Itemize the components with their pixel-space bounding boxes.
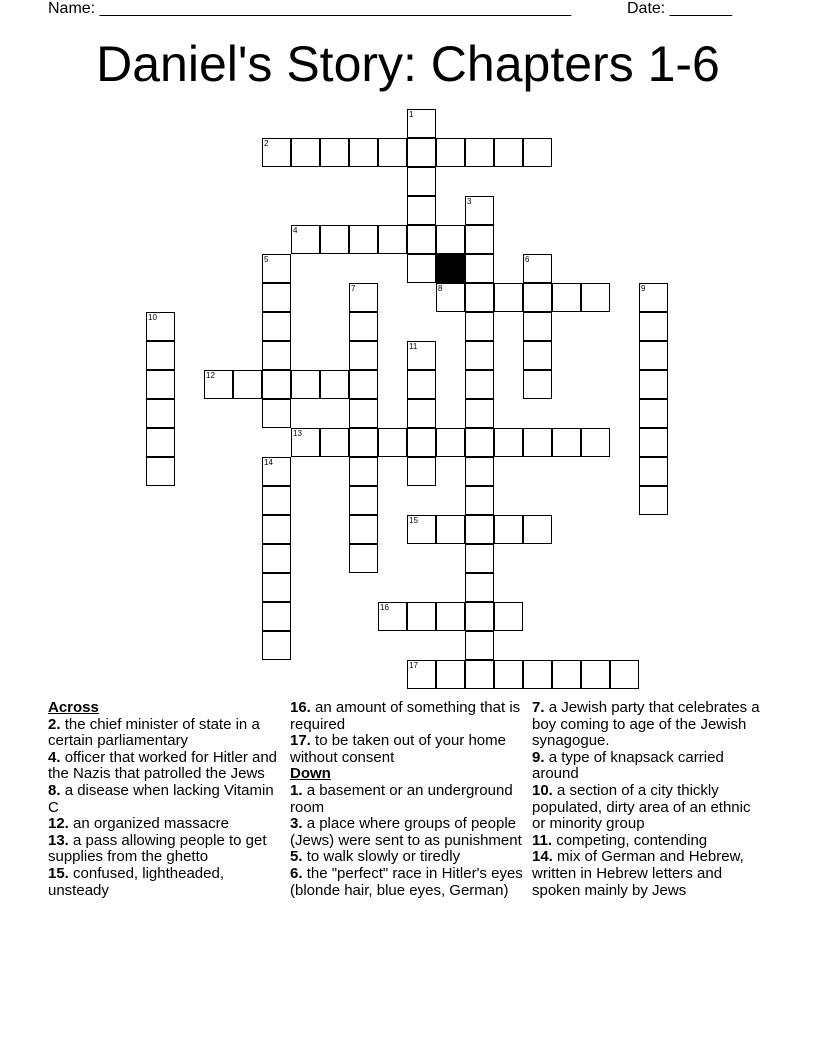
grid-cell[interactable] xyxy=(262,312,291,341)
grid-cell[interactable] xyxy=(291,225,320,254)
grid-cell[interactable] xyxy=(407,399,436,428)
clue-text: a basement or an underground room xyxy=(290,781,513,816)
clue-text: a pass allowing people to get supplies from the ghetto xyxy=(48,831,267,866)
clue-column-3 xyxy=(532,700,767,899)
clue-number: 14. xyxy=(532,848,553,866)
grid-cell[interactable] xyxy=(436,138,465,167)
clue-text: an organized massacre xyxy=(73,815,229,833)
clue-text: a type of knapsack carried around xyxy=(532,748,724,783)
cell-number: 15 xyxy=(409,516,418,525)
grid-cell[interactable] xyxy=(349,457,378,486)
clue-text: competing, contending xyxy=(556,831,708,849)
clue-number: 3. xyxy=(290,815,303,833)
grid-cell[interactable] xyxy=(262,486,291,515)
cell-number: 7 xyxy=(351,284,356,293)
cell-number: 5 xyxy=(264,255,269,264)
clue-number: 1. xyxy=(290,781,303,799)
cell-number: 14 xyxy=(264,458,273,467)
grid-cell[interactable] xyxy=(262,370,291,399)
grid-cell[interactable] xyxy=(146,399,175,428)
cell-number: 11 xyxy=(409,342,418,351)
grid-cell[interactable] xyxy=(349,399,378,428)
grid-cell[interactable] xyxy=(523,254,552,283)
clue-text: the "perfect" race in Hitler's eyes (blonde hair, blue eyes, German) xyxy=(290,864,523,899)
clue-across-12 xyxy=(48,816,283,833)
grid-cell[interactable] xyxy=(523,312,552,341)
grid-cell[interactable] xyxy=(262,631,291,660)
clue-number: 10. xyxy=(532,781,553,799)
clue-number: 13. xyxy=(48,831,69,849)
grid-cell[interactable] xyxy=(407,196,436,225)
grid-cell[interactable] xyxy=(262,254,291,283)
grid-cell[interactable] xyxy=(494,283,523,312)
grid-cell[interactable] xyxy=(291,370,320,399)
grid-cell[interactable] xyxy=(407,515,436,544)
grid-cell[interactable] xyxy=(523,515,552,544)
clue-number: 15. xyxy=(48,864,69,882)
blocked-cell xyxy=(436,254,465,283)
cell-number: 13 xyxy=(293,429,302,438)
cell-number: 1 xyxy=(409,110,414,119)
grid-cell[interactable] xyxy=(349,138,378,167)
grid-cell[interactable] xyxy=(407,138,436,167)
name-field: Name: _____________________________________________________ xyxy=(48,0,572,17)
grid-cell[interactable] xyxy=(146,370,175,399)
grid-cell[interactable] xyxy=(378,138,407,167)
clue-column-1 xyxy=(48,700,283,899)
clue-down-6 xyxy=(290,866,525,899)
grid-cell[interactable] xyxy=(262,457,291,486)
clue-down-11 xyxy=(532,833,767,850)
clue-text: a disease when lacking Vitamin C xyxy=(48,781,274,816)
grid-cell[interactable] xyxy=(146,428,175,457)
grid-cell[interactable] xyxy=(349,225,378,254)
grid-cell[interactable] xyxy=(407,254,436,283)
clue-across-15 xyxy=(48,866,283,899)
clue-number: 5. xyxy=(290,848,303,866)
grid-cell[interactable] xyxy=(262,341,291,370)
grid-cell[interactable] xyxy=(639,486,668,515)
grid-cell[interactable] xyxy=(204,370,233,399)
grid-cell[interactable] xyxy=(465,515,494,544)
page-title: Daniel's Story: Chapters 1-6 xyxy=(96,36,720,92)
clue-number: 11. xyxy=(532,831,553,849)
clue-number: 17. xyxy=(290,732,311,750)
grid-cell[interactable] xyxy=(465,312,494,341)
grid-cell[interactable] xyxy=(494,660,523,689)
grid-cell[interactable] xyxy=(320,428,349,457)
grid-cell[interactable] xyxy=(291,428,320,457)
grid-cell[interactable] xyxy=(639,341,668,370)
clue-down-1 xyxy=(290,783,525,816)
grid-cell[interactable] xyxy=(581,660,610,689)
grid-cell[interactable] xyxy=(146,312,175,341)
grid-cell[interactable] xyxy=(465,399,494,428)
cell-number: 12 xyxy=(206,371,215,380)
cell-number: 6 xyxy=(525,255,530,264)
clue-down-7 xyxy=(532,700,767,750)
grid-cell[interactable] xyxy=(465,573,494,602)
grid-cell[interactable] xyxy=(494,138,523,167)
grid-cell[interactable] xyxy=(407,660,436,689)
grid-cell[interactable] xyxy=(407,457,436,486)
grid-cell[interactable] xyxy=(436,660,465,689)
clue-text: officer that worked for Hitler and the Nazis that patrolled the Jews xyxy=(48,748,278,783)
clue-text: a Jewish party that celebrates a boy coming to age of the Jewish synagogue. xyxy=(532,699,760,750)
grid-cell[interactable] xyxy=(378,602,407,631)
grid-cell[interactable] xyxy=(262,573,291,602)
grid-cell[interactable] xyxy=(262,515,291,544)
clue-text: to walk slowly or tiredly xyxy=(306,848,461,866)
grid-cell[interactable] xyxy=(233,370,262,399)
grid-cell[interactable] xyxy=(465,370,494,399)
clue-column-2 xyxy=(290,700,525,899)
cell-number: 2 xyxy=(264,139,269,148)
grid-cell[interactable] xyxy=(436,428,465,457)
cell-number: 8 xyxy=(438,284,443,293)
clue-across-16 xyxy=(290,700,525,733)
grid-cell[interactable] xyxy=(349,515,378,544)
clue-down-10 xyxy=(532,783,767,833)
grid-cell[interactable] xyxy=(349,544,378,573)
clue-text: a section of a city thickly populated, dirty area of an ethnic or minority group xyxy=(532,781,751,833)
grid-cell[interactable] xyxy=(465,660,494,689)
clue-across-2 xyxy=(48,717,283,750)
clue-text: to be taken out of your home without consent xyxy=(290,732,506,766)
clue-number: 4. xyxy=(48,748,61,766)
grid-cell[interactable] xyxy=(494,515,523,544)
clue-down-3 xyxy=(290,816,525,849)
grid-cell[interactable] xyxy=(465,341,494,370)
grid-cell[interactable] xyxy=(465,457,494,486)
grid-cell[interactable] xyxy=(523,660,552,689)
grid-cell[interactable] xyxy=(349,341,378,370)
grid-cell[interactable] xyxy=(465,254,494,283)
cell-number: 3 xyxy=(467,197,472,206)
cell-number: 17 xyxy=(409,661,418,670)
grid-cell[interactable] xyxy=(262,138,291,167)
grid-cell[interactable] xyxy=(610,660,639,689)
grid-cell[interactable] xyxy=(378,225,407,254)
cell-number: 9 xyxy=(641,284,646,293)
grid-cell[interactable] xyxy=(407,225,436,254)
cell-number: 4 xyxy=(293,226,298,235)
grid-cell[interactable] xyxy=(407,602,436,631)
grid-cell[interactable] xyxy=(465,486,494,515)
grid-cell[interactable] xyxy=(407,109,436,138)
grid-cell[interactable] xyxy=(465,225,494,254)
grid-cell[interactable] xyxy=(320,370,349,399)
grid-cell[interactable] xyxy=(378,428,407,457)
grid-cell[interactable] xyxy=(436,283,465,312)
clue-number: 8. xyxy=(48,781,61,799)
clue-across-17 xyxy=(290,733,525,766)
clue-down-9 xyxy=(532,750,767,783)
grid-cell[interactable] xyxy=(349,312,378,341)
grid-cell[interactable] xyxy=(320,138,349,167)
clue-number: 9. xyxy=(532,748,545,766)
clue-number: 2. xyxy=(48,715,61,733)
grid-cell[interactable] xyxy=(465,196,494,225)
clue-number: 6. xyxy=(290,864,303,882)
grid-cell[interactable] xyxy=(407,370,436,399)
grid-cell[interactable] xyxy=(146,457,175,486)
clue-down-14 xyxy=(532,849,767,899)
grid-cell[interactable] xyxy=(436,602,465,631)
clue-number: 12. xyxy=(48,815,69,833)
grid-cell[interactable] xyxy=(262,283,291,312)
grid-cell[interactable] xyxy=(407,167,436,196)
grid-cell[interactable] xyxy=(639,370,668,399)
clue-down-5 xyxy=(290,849,525,866)
grid-cell[interactable] xyxy=(639,312,668,341)
grid-cell[interactable] xyxy=(494,602,523,631)
clue-across-8 xyxy=(48,783,283,816)
grid-cell[interactable] xyxy=(494,428,523,457)
grid-cell[interactable] xyxy=(291,138,320,167)
grid-cell[interactable] xyxy=(552,283,581,312)
grid-cell[interactable] xyxy=(552,660,581,689)
grid-cell[interactable] xyxy=(262,602,291,631)
clue-text: confused, lightheaded, unsteady xyxy=(48,864,224,899)
grid-cell[interactable] xyxy=(639,457,668,486)
grid-cell[interactable] xyxy=(523,428,552,457)
grid-cell[interactable] xyxy=(581,283,610,312)
grid-cell[interactable] xyxy=(262,399,291,428)
cell-number: 10 xyxy=(148,313,157,322)
grid-cell[interactable] xyxy=(407,341,436,370)
grid-cell[interactable] xyxy=(349,486,378,515)
grid-cell[interactable] xyxy=(465,283,494,312)
grid-cell[interactable] xyxy=(639,399,668,428)
clue-number: 7. xyxy=(532,699,545,716)
grid-cell[interactable] xyxy=(465,544,494,573)
across-heading: Across xyxy=(48,699,99,716)
grid-cell[interactable] xyxy=(523,370,552,399)
grid-cell[interactable] xyxy=(523,138,552,167)
grid-cell[interactable] xyxy=(320,225,349,254)
grid-cell[interactable] xyxy=(262,544,291,573)
grid-cell[interactable] xyxy=(407,428,436,457)
grid-cell[interactable] xyxy=(349,370,378,399)
date-field: Date: _______ xyxy=(627,0,732,17)
grid-cell[interactable] xyxy=(581,428,610,457)
grid-cell[interactable] xyxy=(639,428,668,457)
clue-across-13 xyxy=(48,833,283,866)
grid-cell[interactable] xyxy=(552,428,581,457)
clue-across-4 xyxy=(48,750,283,783)
grid-cell[interactable] xyxy=(639,283,668,312)
clue-text: an amount of something that is required xyxy=(290,699,521,733)
grid-cell[interactable] xyxy=(465,631,494,660)
grid-cell[interactable] xyxy=(146,341,175,370)
grid-cell[interactable] xyxy=(465,428,494,457)
clue-number: 16. xyxy=(290,699,311,716)
grid-cell[interactable] xyxy=(436,515,465,544)
clue-text: mix of German and Hebrew, written in Hebrew letters and spoken mainly by Jews xyxy=(532,848,744,899)
grid-cell[interactable] xyxy=(465,138,494,167)
clue-text: the chief minister of state in a certain parliamentary xyxy=(48,715,260,750)
grid-cell[interactable] xyxy=(523,283,552,312)
grid-cell[interactable] xyxy=(349,428,378,457)
grid-cell[interactable] xyxy=(465,602,494,631)
clue-text: a place where groups of people (Jews) were sent to as punishment xyxy=(290,815,522,849)
grid-cell[interactable] xyxy=(523,341,552,370)
cell-number: 16 xyxy=(380,603,389,612)
grid-cell[interactable] xyxy=(436,225,465,254)
grid-cell[interactable] xyxy=(349,283,378,312)
down-heading: Down xyxy=(290,765,331,783)
